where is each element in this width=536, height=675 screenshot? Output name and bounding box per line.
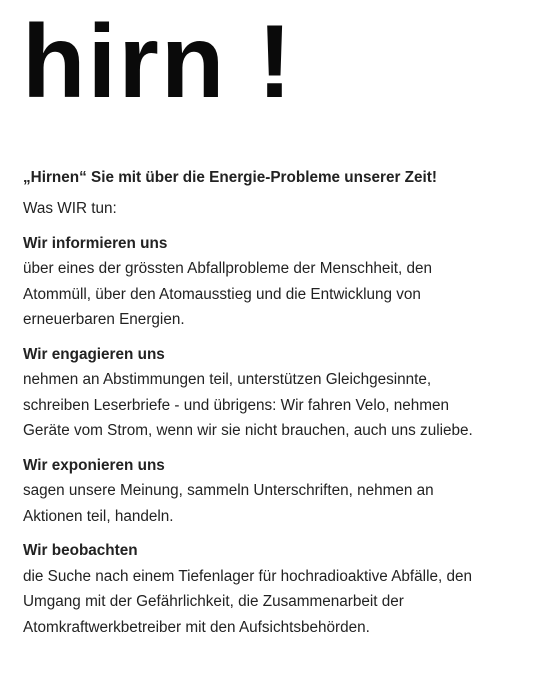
headline: „Hirnen“ Sie mit über die Energie-Probleme unserer Zeit! <box>23 169 437 186</box>
section-text: sagen unsere Meinung, sammeln Unterschriften, nehmen an Aktionen teil, handeln. <box>23 482 434 525</box>
section-title: Wir engagieren uns <box>23 345 165 363</box>
document-body <box>23 165 523 649</box>
section-engagieren <box>23 342 523 444</box>
section-exponieren <box>23 453 523 530</box>
section-beobachten <box>23 538 523 640</box>
section-informieren <box>23 231 523 333</box>
section-title: Wir informieren uns <box>23 234 168 252</box>
section-text: die Suche nach einem Tiefenlager für hochradioaktive Abfälle, den Umgang mit der Gefährlichkeit, die Zusammenarbeit der Atomkraftwerkbetreiber mit den Aufsichtsbehörden. <box>23 567 473 636</box>
intro-text: Was WIR tun: <box>23 200 117 217</box>
section-title: Wir exponieren uns <box>23 456 165 474</box>
section-text: über eines der grössten Abfallprobleme der Menschheit, den Atommüll, über den Atomausstieg und die Entwicklung von erneuerbaren Energien. <box>23 260 433 328</box>
section-title: Wir beobachten <box>23 542 138 559</box>
logo-wordmark: hirn ! <box>22 4 294 120</box>
section-text: nehmen an Abstimmungen teil, unterstützen Gleichgesinnte, schreiben Leserbriefe - und übrigens: Wir fahren Velo, nehmen Geräte vom Strom, wenn wir sie nicht brauchen, auch uns zuliebe. <box>23 371 473 439</box>
